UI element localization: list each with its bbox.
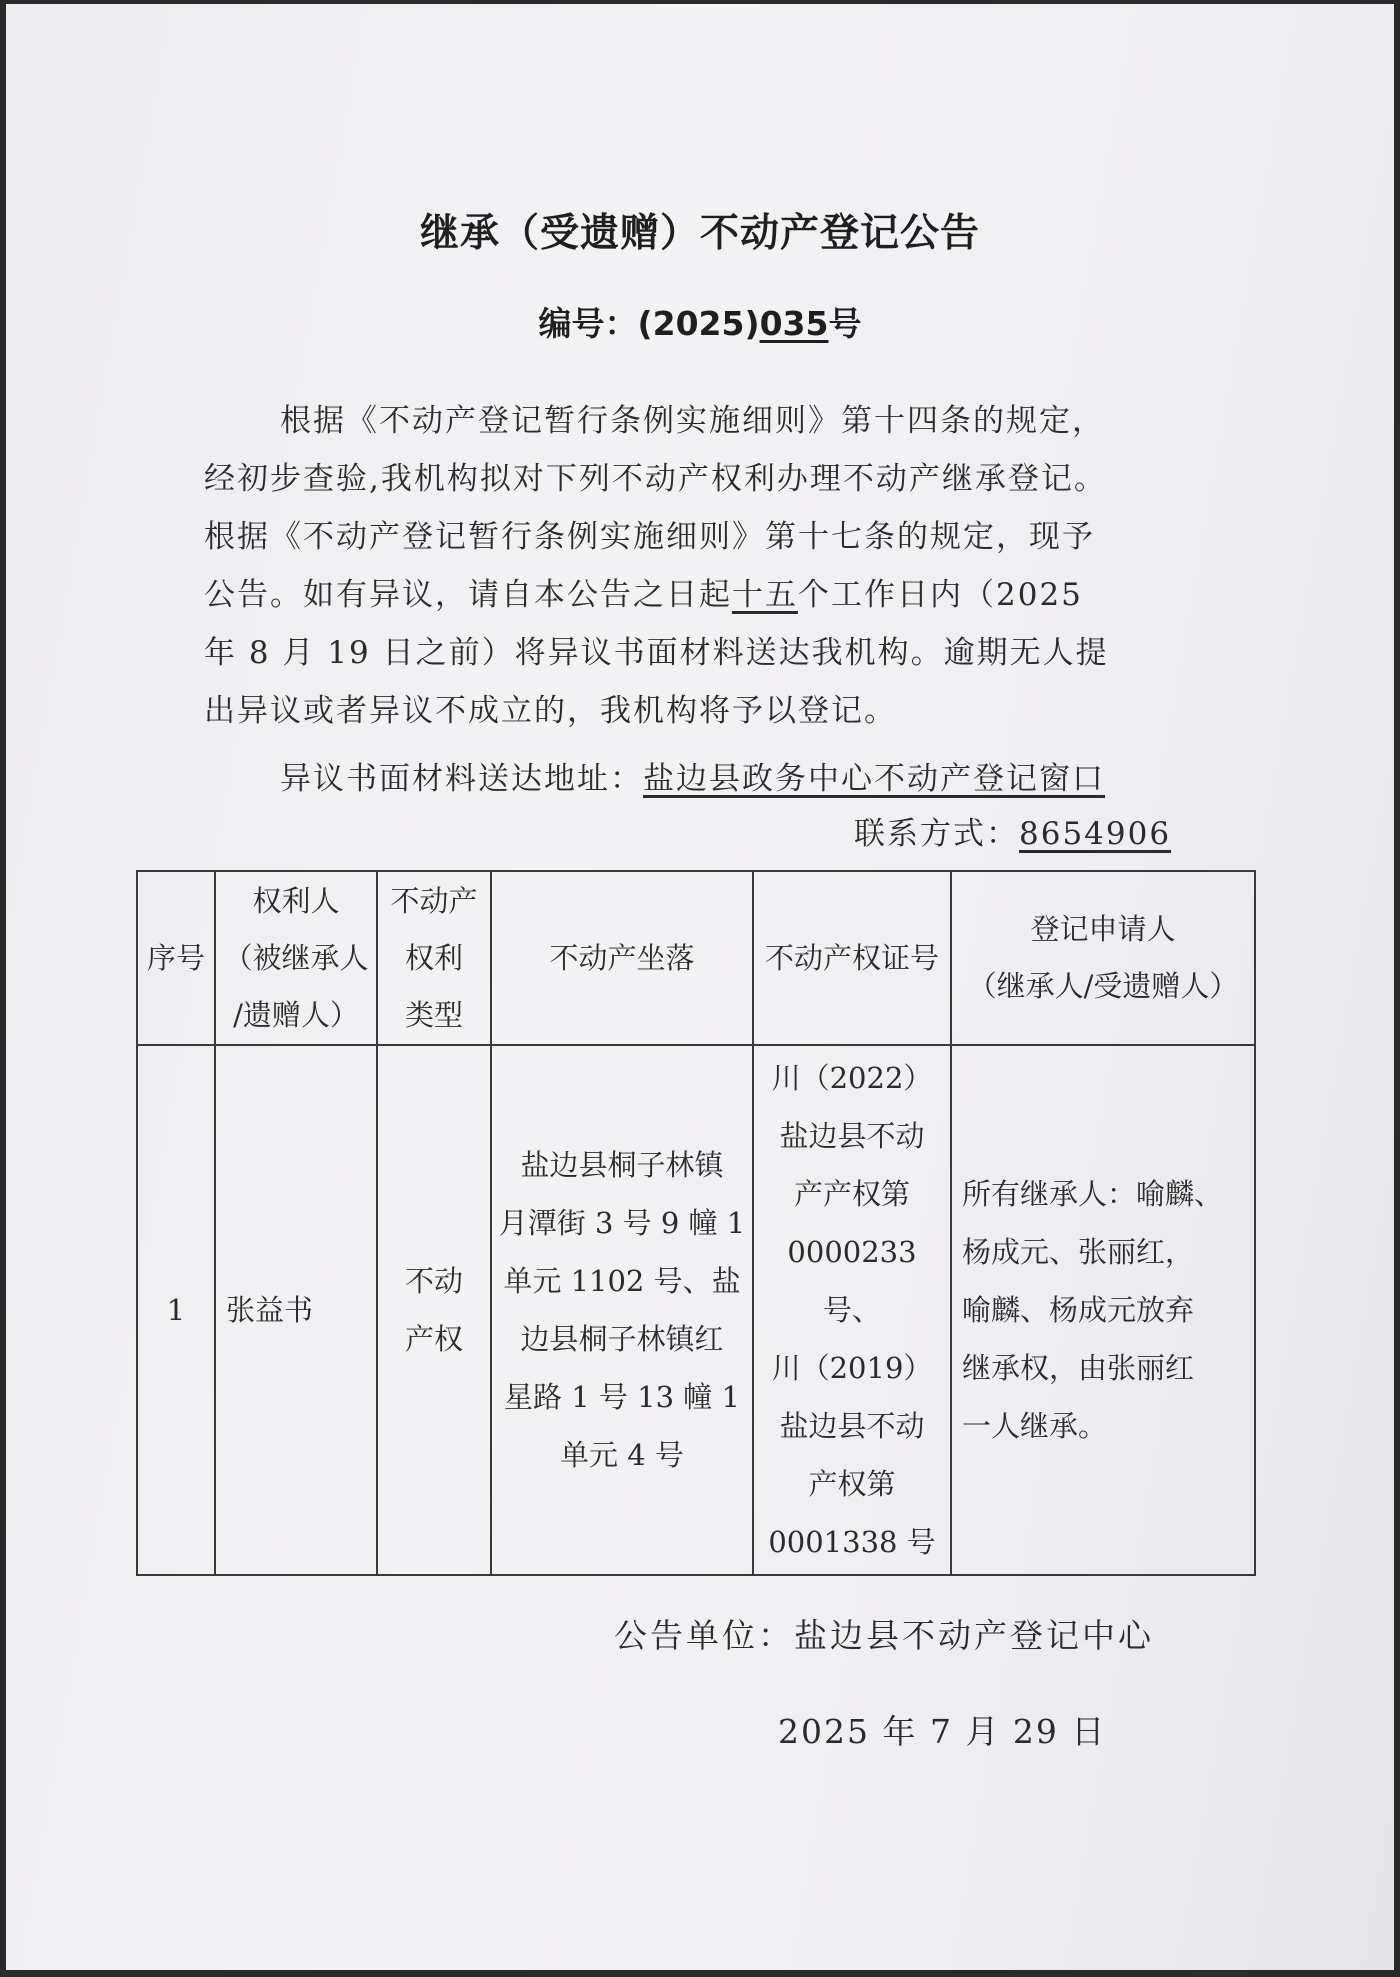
header-right-type: 不动产 权利 类型: [377, 871, 491, 1045]
table-row: [137, 1045, 1255, 1575]
document-page: [6, 4, 1394, 1970]
address-value: 盐边县政务中心不动产登记窗口: [643, 761, 1105, 797]
header-holder: 权利人 （被继承人 /遗赠人）: [215, 871, 377, 1045]
paragraph-line-6: 出异议或者异议不成立的，我机构将予以登记。: [204, 693, 897, 729]
issue-date: 2025 年 7 月 29 日: [778, 1712, 1107, 1751]
table-header-row: [137, 871, 1255, 1045]
document-number: [6, 298, 1394, 345]
header-index: 序号: [137, 871, 215, 1045]
address-line: [280, 750, 1280, 808]
paragraph-line-5: 年 8 月 19 日之前）将异议书面材料送达我机构。逾期无人提: [204, 635, 1109, 671]
address-label: 异议书面材料送达地址：: [280, 761, 643, 797]
number-prefix: 编号：(2025): [538, 304, 760, 343]
number-suffix: 号: [828, 304, 862, 343]
paragraph-line-1: 根据《不动产登记暂行条例实施细则》第十四条的规定，: [280, 403, 1105, 439]
cell-right-type: 不动 产权: [377, 1045, 491, 1575]
cell-holder: 张益书: [215, 1045, 377, 1575]
deadline-text-post: 个工作日内（2025: [798, 577, 1083, 613]
cell-index: 1: [137, 1045, 215, 1575]
header-applicant: 登记申请人 （继承人/受遗赠人）: [951, 871, 1255, 1045]
cell-location: 盐边县桐子林镇 月潭街 3 号 9 幢 1 单元 1102 号、盐 边县桐子林镇红 星路 1 号 13 幢 1 单元 4 号: [491, 1045, 753, 1575]
cell-applicant: 所有继承人：喻麟、 杨成元、张丽红， 喻麟、杨成元放弃 继承权，由张丽红 一人继承。: [951, 1045, 1255, 1575]
paragraph-line-3: 根据《不动产登记暂行条例实施细则》第十七条的规定，现予: [204, 519, 1095, 555]
number-value: 035: [759, 304, 829, 343]
issuing-unit: 公告单位：盐边县不动产登记中心: [614, 1616, 1154, 1655]
paragraph-line-4: [204, 566, 1204, 624]
paragraph-line-2: 经初步查验,我机构拟对下列不动产权利办理不动产继承登记。: [204, 461, 1107, 497]
deadline-text-pre: 公告。如有异议，请自本公告之日起: [204, 577, 732, 613]
contact-label: 联系方式：: [854, 816, 1019, 852]
header-location: 不动产坐落: [491, 871, 753, 1045]
contact-value: 8654906: [1019, 816, 1172, 852]
cell-certificate: 川（2022） 盐边县不动 产产权第 0000233 号、 川（2019） 盐边县不动 产权第 0001338 号: [753, 1045, 951, 1575]
document-title: 继承（受遗赠）不动产登记公告: [419, 211, 980, 256]
registration-table: [136, 870, 1256, 1576]
header-certificate: 不动产权证号: [753, 871, 951, 1045]
deadline-days: 十五: [732, 577, 798, 613]
contact-line: [854, 808, 1171, 853]
